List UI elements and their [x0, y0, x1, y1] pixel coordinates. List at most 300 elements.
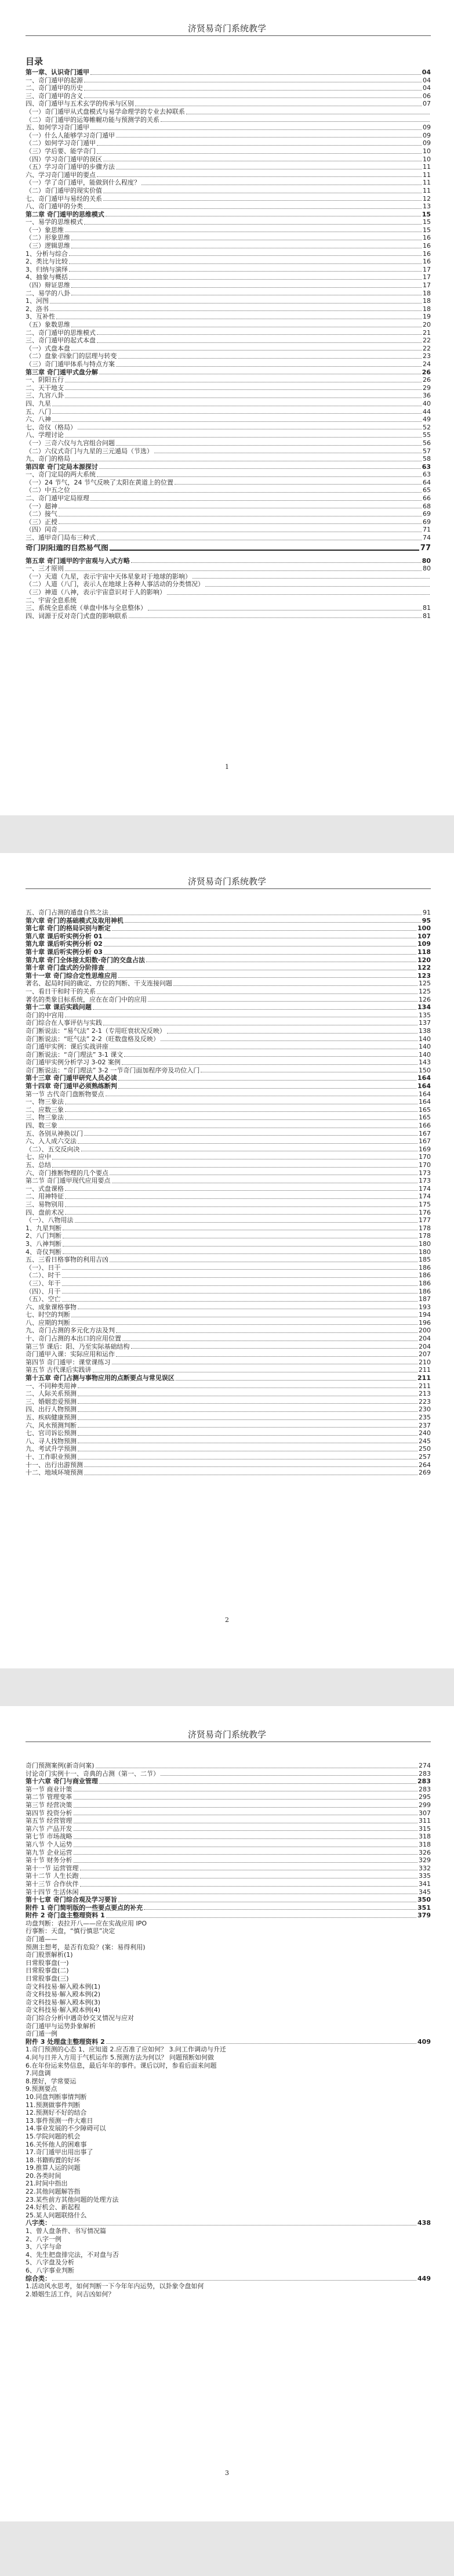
toc-entry[interactable]	[26, 1303, 431, 1312]
toc-entry[interactable]	[26, 329, 431, 337]
toc-entry-title: 第七节 市场战略	[26, 1833, 72, 1841]
toc-entry[interactable]	[26, 1872, 431, 1880]
toc-entry[interactable]	[26, 1841, 431, 1849]
toc-entry-title: 第二章 奇门遁甲的思维模式	[26, 210, 104, 218]
toc-entry[interactable]	[26, 2188, 431, 2196]
toc-entry[interactable]	[26, 1406, 431, 1414]
toc-entry[interactable]	[26, 1271, 431, 1280]
toc-entry[interactable]	[26, 1825, 431, 1833]
toc-entry[interactable]	[26, 2203, 431, 2212]
toc-entry[interactable]	[26, 612, 431, 620]
toc-leader-dots	[78, 1143, 417, 1144]
toc-entry[interactable]	[26, 2180, 431, 2188]
toc-entry[interactable]	[26, 1429, 431, 1437]
toc-entry-page: 15	[423, 218, 431, 226]
toc-entry[interactable]	[26, 179, 431, 187]
toc-entry-title: 第五章 奇门遁甲的宇宙观与入式方略	[26, 557, 130, 565]
toc-entry-title: （二）人道（八门，表示人在地球上各种人事活动的分类情况）	[26, 580, 204, 588]
toc-entry-title: （三）学后要、能学奇门	[26, 147, 96, 155]
toc-leader-dots	[84, 97, 422, 98]
toc-entry-title: 第十三章 奇门遁甲研究人员必读	[26, 1074, 117, 1082]
toc-leader-dots	[97, 476, 422, 477]
toc-leader-dots	[122, 1064, 417, 1065]
toc-entry[interactable]	[26, 1335, 431, 1343]
toc-entry[interactable]	[26, 376, 431, 384]
toc-entry-title: 13.事件预测一件大难日	[26, 2116, 93, 2125]
toc-entry[interactable]	[26, 1074, 431, 1082]
toc-entry[interactable]	[26, 1374, 431, 1382]
toc-entry-title: 2、八字一例	[26, 2235, 61, 2243]
toc-entry[interactable]	[26, 124, 431, 132]
toc-leader-dots	[116, 366, 422, 367]
toc-entry[interactable]	[26, 1216, 431, 1224]
toc-entry[interactable]	[26, 2196, 431, 2204]
toc-entry-title: 23.某些前方其他问题的处理方法	[26, 2195, 119, 2203]
toc-entry[interactable]	[26, 1770, 431, 1778]
toc-entry-title: 著名的类象目标系统，应在在奇门中的应用	[26, 995, 147, 1003]
toc-entry-title: （一）天道（九星，表示宇宙中天体星象对于地球的影响）	[26, 572, 191, 580]
toc-entry[interactable]	[26, 187, 431, 195]
toc-entry[interactable]	[26, 305, 431, 313]
toc-entry[interactable]	[26, 431, 431, 439]
toc-entry-title: 第四章 奇门定局本源探讨	[26, 463, 98, 471]
toc-entry[interactable]	[26, 1445, 431, 1453]
toc-leader-dots	[116, 1356, 417, 1357]
toc-entry-page: 58	[423, 455, 431, 463]
toc-entry-page: 20	[423, 321, 431, 328]
toc-entry-title: 奇门断说法：“易气法” 2-1（专用旺衰状况反映）	[26, 1027, 166, 1035]
toc-entry-page: 40	[423, 399, 431, 407]
toc-entry[interactable]	[26, 1090, 431, 1099]
toc-entry[interactable]	[26, 1951, 431, 1959]
toc-entry[interactable]	[26, 996, 431, 1004]
toc-entry[interactable]	[26, 1382, 431, 1390]
toc-entry[interactable]	[26, 1777, 431, 1786]
toc-entry[interactable]	[26, 108, 431, 116]
toc-entry[interactable]	[26, 463, 431, 471]
toc-entry[interactable]	[26, 2125, 431, 2133]
toc-entry[interactable]	[26, 360, 431, 368]
toc-entry[interactable]	[26, 2282, 431, 2290]
toc-entry-page: 166	[419, 1122, 431, 1130]
toc-entry-title: 附件 1 奇门简明版的一些要点要点的补充	[26, 1903, 143, 1912]
toc-entry-title: 20.各类时间	[26, 2172, 61, 2180]
toc-entry-page: 81	[423, 604, 431, 612]
toc-entry[interactable]	[26, 368, 431, 377]
toc-entry[interactable]	[26, 1122, 431, 1130]
toc-leader-dots	[65, 1119, 417, 1120]
toc-entry[interactable]	[26, 2259, 431, 2267]
toc-entry[interactable]	[26, 1366, 431, 1374]
toc-entry-page: 125	[419, 980, 431, 988]
toc-entry-title: （二）盘象·四象门的层理与转变	[26, 352, 117, 360]
toc-entry[interactable]	[26, 313, 431, 321]
toc-entry[interactable]	[26, 1880, 431, 1888]
toc-entry[interactable]	[26, 1935, 431, 1943]
toc-entry-page: 55	[423, 431, 431, 439]
toc-entry[interactable]	[26, 116, 431, 124]
toc-entry[interactable]	[26, 1098, 431, 1106]
toc-entry[interactable]	[26, 1288, 431, 1296]
toc-entry[interactable]	[26, 384, 431, 392]
toc-entry[interactable]	[26, 1896, 431, 1904]
toc-entry[interactable]	[26, 580, 431, 588]
toc-entry[interactable]	[26, 494, 431, 503]
toc-entry-title: 2、类比与比较	[26, 258, 68, 266]
toc-entry[interactable]	[26, 2069, 431, 2078]
toc-entry[interactable]	[26, 2275, 431, 2283]
toc-entry[interactable]	[26, 1801, 431, 1809]
toc-leader-dots	[99, 1783, 416, 1784]
toc-entry[interactable]	[26, 933, 431, 941]
toc-entry[interactable]	[26, 211, 431, 219]
toc-entry[interactable]	[26, 1177, 431, 1185]
toc-entry[interactable]	[26, 1035, 431, 1043]
toc-entry[interactable]	[26, 988, 431, 996]
toc-entry[interactable]	[26, 1082, 431, 1090]
toc-entry[interactable]	[26, 2219, 431, 2227]
toc-entry[interactable]	[26, 203, 431, 211]
toc-entry[interactable]	[26, 909, 431, 917]
toc-entry[interactable]	[26, 77, 431, 85]
toc-entry[interactable]	[26, 242, 431, 250]
toc-entry[interactable]	[26, 542, 431, 552]
toc-entry[interactable]	[26, 392, 431, 400]
toc-entry-title: （一）学了奇门遁甲，能做到什么程度？	[26, 179, 140, 187]
toc-entry-page: 143	[419, 1058, 431, 1067]
toc-entry[interactable]	[26, 2267, 431, 2275]
toc-entry[interactable]	[26, 1422, 431, 1430]
toc-entry[interactable]	[26, 1967, 431, 1975]
toc-entry-page: 107	[417, 932, 431, 940]
toc-entry-title: 奇门断说法：“奇门理法” 3-1 课文	[26, 1050, 124, 1058]
toc-entry[interactable]	[26, 1793, 431, 1801]
toc-entry[interactable]	[26, 1114, 431, 1122]
toc-entry-title: （五）学习奇门遁甲的步骤方法	[26, 163, 115, 171]
toc-entry-title: 3、八字与命	[26, 2243, 61, 2251]
toc-entry[interactable]	[26, 2030, 431, 2038]
toc-entry[interactable]	[26, 156, 431, 164]
toc-entry[interactable]	[26, 2022, 431, 2031]
toc-entry[interactable]	[26, 226, 431, 234]
toc-entry[interactable]	[26, 2046, 431, 2054]
toc-entry[interactable]	[26, 1437, 431, 1446]
toc-leader-dots	[71, 1324, 417, 1325]
toc-entry[interactable]	[26, 290, 431, 298]
toc-entry-title: 奇门阴阳遁的自然易气图	[26, 544, 109, 552]
toc-entry[interactable]	[26, 917, 431, 925]
toc-entry[interactable]	[26, 1161, 431, 1169]
toc-entry[interactable]	[26, 171, 431, 179]
toc-entry-page: 299	[419, 1801, 431, 1809]
toc-entry-page: 04	[423, 84, 431, 92]
toc-entry[interactable]	[26, 1865, 431, 1873]
toc-entry[interactable]	[26, 2164, 431, 2172]
toc-entry[interactable]	[26, 1453, 431, 1461]
toc-entry-page: 240	[419, 1429, 431, 1437]
toc-entry[interactable]	[26, 250, 431, 258]
toc-entry-page: 311	[419, 1817, 431, 1825]
toc-entry[interactable]	[26, 924, 431, 933]
toc-entry[interactable]	[26, 573, 431, 581]
toc-entry[interactable]	[26, 447, 431, 456]
toc-entry[interactable]	[26, 972, 431, 980]
toc-entry[interactable]	[26, 1809, 431, 1818]
toc-entry[interactable]	[26, 1051, 431, 1059]
toc-entry[interactable]	[26, 352, 431, 360]
toc-entry[interactable]	[26, 510, 431, 518]
toc-entry[interactable]	[26, 2109, 431, 2117]
toc-entry[interactable]	[26, 2062, 431, 2070]
toc-entry[interactable]	[26, 2078, 431, 2086]
toc-entry-title: 七、奇仪（格局）	[26, 423, 77, 431]
toc-entry[interactable]	[26, 408, 431, 416]
toc-entry[interactable]	[26, 1983, 431, 1991]
toc-entry[interactable]	[26, 1350, 431, 1359]
toc-entry[interactable]	[26, 218, 431, 226]
toc-entry[interactable]	[26, 400, 431, 408]
toc-entry[interactable]	[26, 1224, 431, 1233]
toc-entry[interactable]	[26, 1990, 431, 1999]
toc-entry[interactable]	[26, 195, 431, 203]
toc-entry[interactable]	[26, 2133, 431, 2141]
toc-entry[interactable]	[26, 588, 431, 597]
toc-entry[interactable]	[26, 147, 431, 156]
toc-entry-title: （二）六仪式奇门与九星的三元遁局（节选）	[26, 447, 153, 455]
toc-entry[interactable]	[26, 297, 431, 305]
toc-entry[interactable]	[26, 439, 431, 447]
toc-entry[interactable]	[26, 1975, 431, 1983]
toc-entry[interactable]	[26, 1343, 431, 1351]
toc-entry[interactable]	[26, 1280, 431, 1288]
toc-entry[interactable]	[26, 1856, 431, 1865]
toc-entry[interactable]	[26, 92, 431, 100]
toc-entry-page: 164	[419, 1090, 431, 1098]
toc-entry-page: 04	[422, 68, 431, 76]
toc-entry-title: 奇门遁甲实例：课后实战讲座	[26, 1043, 108, 1051]
toc-entry-page: 09	[423, 139, 431, 147]
toc-entry[interactable]	[26, 281, 431, 290]
toc-entry[interactable]	[26, 1295, 431, 1303]
toc-entry-title: 4、先生把盘排完法，不对盘与否	[26, 2250, 119, 2259]
toc-entry[interactable]	[26, 1003, 431, 1011]
toc-entry[interactable]	[26, 2251, 431, 2259]
toc-leader-dots	[78, 1427, 417, 1428]
toc-entry[interactable]	[26, 1912, 431, 1920]
toc-entry-title: 14.事业发展的不少障碍可以	[26, 2125, 106, 2133]
toc-heading: 目录	[26, 56, 43, 67]
toc-entry[interactable]	[26, 956, 431, 964]
toc-leader-dots	[69, 263, 422, 264]
toc-entry[interactable]	[26, 84, 431, 92]
toc-entry-title: （一）式盘本盘	[26, 344, 70, 352]
toc-entry-title: 第十一节 运营管理	[26, 1864, 79, 1872]
toc-entry[interactable]	[26, 2014, 431, 2022]
toc-leader-dots	[71, 492, 422, 493]
toc-entry[interactable]	[26, 1019, 431, 1027]
toc-entry[interactable]	[26, 1904, 431, 1912]
toc-entry[interactable]	[26, 1058, 431, 1067]
toc-leader-dots	[69, 255, 422, 256]
toc-entry[interactable]	[26, 1043, 431, 1051]
toc-entry[interactable]	[26, 1146, 431, 1154]
toc-entry[interactable]	[26, 132, 431, 140]
toc-entry[interactable]	[26, 2006, 431, 2014]
toc-leader-dots	[84, 208, 422, 209]
toc-entry[interactable]	[26, 1011, 431, 1020]
toc-leader-dots	[110, 550, 419, 551]
toc-entry[interactable]	[26, 1193, 431, 1201]
toc-entry[interactable]	[26, 1327, 431, 1335]
toc-leader-dots	[80, 1886, 418, 1887]
toc-entry[interactable]	[26, 940, 431, 948]
toc-entry-title: 1.奇门预测的心态 1、应知道 2.应否准了应如何？ 3.问工作调动与升迁	[26, 2046, 226, 2054]
toc-entry[interactable]	[26, 1959, 431, 1967]
toc-entry[interactable]	[26, 2117, 431, 2125]
toc-entry[interactable]	[26, 1256, 431, 1264]
toc-leader-dots	[99, 468, 421, 469]
toc-entry[interactable]	[26, 565, 431, 573]
toc-entry[interactable]	[26, 526, 431, 534]
toc-entry[interactable]	[26, 1130, 431, 1138]
toc-entry[interactable]	[26, 68, 431, 77]
toc-leader-dots	[78, 1435, 417, 1436]
toc-entry[interactable]	[26, 2172, 431, 2180]
toc-leader-dots	[65, 1111, 417, 1112]
toc-entry[interactable]	[26, 1185, 431, 1193]
toc-entry[interactable]	[26, 1027, 431, 1035]
toc-entry[interactable]	[26, 1927, 431, 1935]
toc-entry[interactable]	[26, 163, 431, 171]
toc-entry[interactable]	[26, 2038, 431, 2046]
toc-entry[interactable]	[26, 2148, 431, 2156]
toc-entry[interactable]	[26, 1920, 431, 1928]
toc-entry[interactable]	[26, 1201, 431, 1209]
toc-entry[interactable]	[26, 1359, 431, 1367]
toc-entry[interactable]	[26, 1153, 431, 1161]
toc-entry[interactable]	[26, 2243, 431, 2251]
toc-entry[interactable]	[26, 416, 431, 424]
toc-entry[interactable]	[26, 518, 431, 526]
toc-entry-page: 167	[419, 1137, 431, 1146]
toc-entry[interactable]	[26, 1414, 431, 1422]
toc-entry[interactable]	[26, 557, 431, 565]
toc-entry[interactable]	[26, 139, 431, 147]
toc-entry-page: 175	[419, 1200, 431, 1208]
toc-entry[interactable]	[26, 1209, 431, 1217]
toc-entry[interactable]	[26, 479, 431, 487]
toc-entry-page: 18	[423, 297, 431, 305]
toc-entry-title: 一、阴阳五行	[26, 376, 64, 384]
toc-entry[interactable]	[26, 455, 431, 463]
toc-entry[interactable]	[26, 424, 431, 432]
toc-entry[interactable]	[26, 2085, 431, 2093]
toc-leader-dots	[69, 279, 422, 280]
toc-entry[interactable]	[26, 1817, 431, 1825]
toc-entry[interactable]	[26, 2141, 431, 2149]
toc-entry[interactable]	[26, 2093, 431, 2101]
toc-entry[interactable]	[26, 1849, 431, 1857]
toc-entry[interactable]	[26, 266, 431, 274]
toc-entry[interactable]	[26, 1943, 431, 1952]
toc-entry[interactable]	[26, 1264, 431, 1272]
toc-entry[interactable]	[26, 2212, 431, 2220]
toc-entry[interactable]	[26, 1248, 431, 1256]
toc-entry[interactable]	[26, 1106, 431, 1114]
toc-entry-title: 2、洛书	[26, 305, 49, 313]
toc-leader-dots	[74, 1862, 418, 1863]
toc-entry[interactable]	[26, 2054, 431, 2062]
toc-entry[interactable]	[26, 1067, 431, 1075]
toc-leader-dots	[161, 1775, 417, 1776]
toc-entry[interactable]	[26, 1999, 431, 2007]
toc-entry[interactable]	[26, 964, 431, 972]
toc-entry[interactable]	[26, 1833, 431, 1841]
toc-entry-page: 173	[419, 1177, 431, 1185]
toc-entry[interactable]	[26, 1319, 431, 1327]
toc-entry[interactable]	[26, 1762, 431, 1770]
toc-entry[interactable]	[26, 486, 431, 494]
toc-entry-page: 17	[423, 281, 431, 290]
toc-entry[interactable]	[26, 1232, 431, 1240]
toc-entry-page: 211	[419, 1366, 431, 1374]
toc-entry[interactable]	[26, 1469, 431, 1477]
toc-entry[interactable]	[26, 597, 431, 605]
toc-entry[interactable]	[26, 2156, 431, 2165]
toc-entry[interactable]	[26, 321, 431, 329]
toc-entry-page: 68	[423, 502, 431, 510]
toc-entry[interactable]	[26, 2235, 431, 2243]
toc-entry[interactable]	[26, 1311, 431, 1319]
toc-entry-title: 五、各别从神换以门	[26, 1129, 83, 1137]
toc-entry[interactable]	[26, 1390, 431, 1398]
toc-entry[interactable]	[26, 980, 431, 988]
toc-entry-page: 210	[419, 1358, 431, 1366]
toc-entry-title: 1、曾人盘条件、书写情况篇	[26, 2227, 106, 2235]
toc-entry[interactable]	[26, 1888, 431, 1896]
toc-entry[interactable]	[26, 337, 431, 345]
toc-entry[interactable]	[26, 234, 431, 242]
toc-leader-dots	[52, 1167, 417, 1168]
toc-entry[interactable]	[26, 534, 431, 542]
toc-entry-page: 196	[419, 1318, 431, 1327]
toc-entry[interactable]	[26, 273, 431, 281]
toc-entry[interactable]	[26, 1137, 431, 1146]
toc-entry[interactable]	[26, 503, 431, 511]
toc-entry-page: 64	[423, 478, 431, 486]
toc-entry[interactable]	[26, 948, 431, 956]
toc-entry[interactable]	[26, 1398, 431, 1406]
toc-entry-page: 12	[423, 194, 431, 203]
toc-entry[interactable]	[26, 604, 431, 612]
toc-entry-title: 三、婚姻恋爱预测	[26, 1397, 77, 1406]
toc-leader-dots	[62, 1301, 418, 1302]
toc-entry[interactable]	[26, 471, 431, 479]
toc-entry[interactable]	[26, 100, 431, 108]
toc-entry[interactable]	[26, 258, 431, 266]
toc-entry[interactable]	[26, 1461, 431, 1469]
toc-entry-page: 326	[419, 1848, 431, 1856]
toc-entry[interactable]	[26, 1169, 431, 1177]
toc-entry[interactable]	[26, 2227, 431, 2235]
toc-entry[interactable]	[26, 1786, 431, 1794]
toc-entry-title: （五）象数思维	[26, 321, 70, 328]
toc-entry[interactable]	[26, 552, 431, 557]
toc-entry[interactable]	[26, 2101, 431, 2109]
toc-entry[interactable]	[26, 1240, 431, 1248]
toc-entry[interactable]	[26, 345, 431, 353]
toc-entry[interactable]	[26, 2290, 431, 2299]
